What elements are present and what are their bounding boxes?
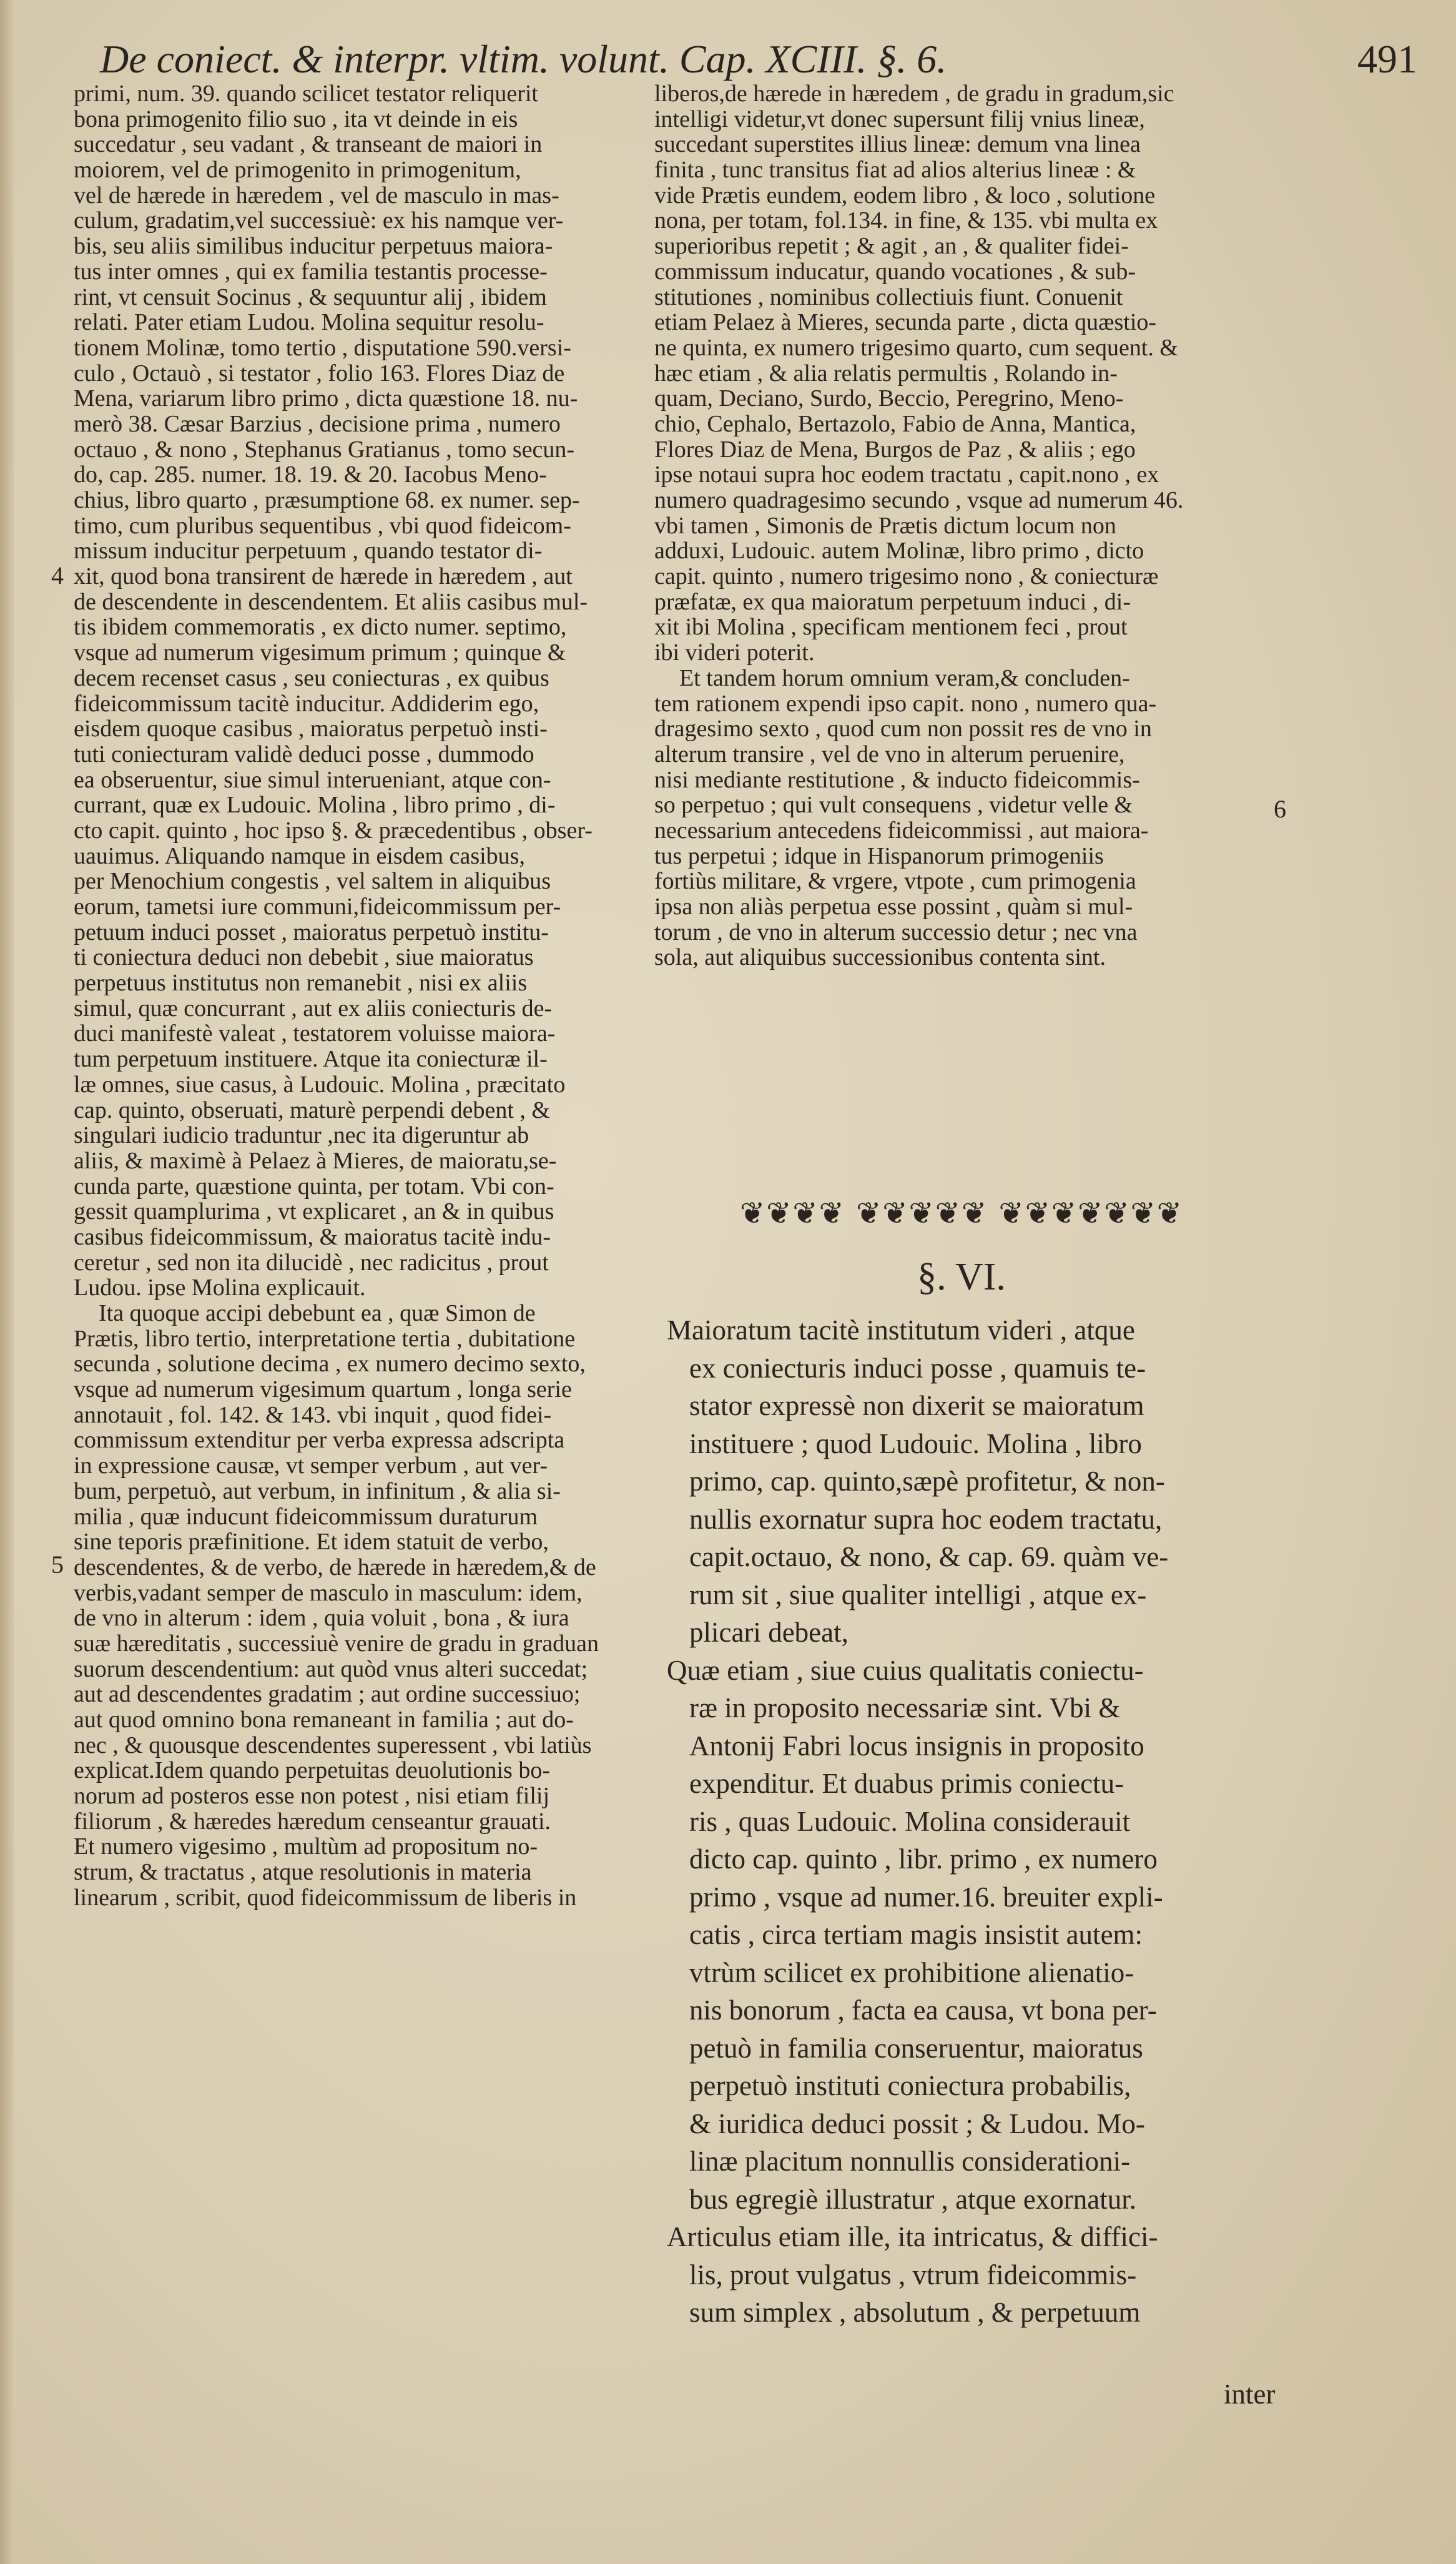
text-line: dragesimo sexto , quod cum non possit res de vno in bbox=[654, 716, 1152, 742]
text-line: relati. Pater etiam Ludou. Molina sequitur resolu- bbox=[74, 310, 544, 335]
text-line: chius, libro quarto , præsumptione 68. ex numer. sep- bbox=[74, 488, 580, 513]
margin-note-4: 4 bbox=[51, 561, 64, 589]
summary-line: ris , quas Ludouic. Molina considerauit bbox=[689, 1805, 1131, 1837]
text-line: bum, perpetuò, aut verbum, in infinitum , & alia si- bbox=[74, 1478, 561, 1504]
summary-line: Antonij Fabri locus insignis in proposito bbox=[689, 1730, 1144, 1762]
summary-line: bus egregiè illustratur , atque exornatur. bbox=[689, 2183, 1137, 2215]
text-line: norum ad posteros esse non potest , nisi etiam filij bbox=[74, 1783, 550, 1809]
summary-line: vtrùm scilicet ex prohibitione alienatio- bbox=[689, 1956, 1134, 1988]
running-title: De coniect. & interpr. vltim. volunt. Cap. XCIII. §. 6. bbox=[100, 37, 947, 81]
text-line: primi, num. 39. quando scilicet testator reliquerit bbox=[74, 81, 538, 107]
text-line: nisi mediante restitutione , & inducto fideicommis- bbox=[654, 767, 1140, 793]
text-line: culo , Octauò , si testator , folio 163. Flores Diaz de bbox=[74, 360, 565, 387]
text-line: Ludou. ipse Molina explicauit. bbox=[74, 1275, 366, 1301]
text-line: xit ibi Molina , specificam mentionem feci , prout bbox=[654, 614, 1128, 641]
text-line: Et numero vigesimo , multùm ad propositum no- bbox=[74, 1834, 538, 1860]
summary-line: plicari debeat, bbox=[689, 1617, 849, 1648]
text-line: do, cap. 285. numer. 18. 19. & 20. Iacobus Meno- bbox=[74, 462, 547, 488]
text-line: torum , de vno in alterum successio detur ; nec vna bbox=[654, 919, 1138, 945]
text-line: fortiùs militare, & vrgere, vtpote , cum primogenia bbox=[654, 869, 1136, 894]
text-line: tis ibidem commemoratis , ex dicto numer. septimo, bbox=[74, 614, 567, 641]
summary-line: ræ in proposito necessariæ sint. Vbi & bbox=[689, 1692, 1121, 1723]
text-line: currant, quæ ex Ludouic. Molina , libro primo , di- bbox=[74, 792, 556, 818]
summary-line: perpetuò instituti coniectura probabilis, bbox=[689, 2070, 1131, 2101]
margin-note-6: 6 bbox=[1274, 795, 1286, 823]
summary-line: & iuridica deduci possit ; & Ludou. Mo- bbox=[689, 2108, 1145, 2139]
text-line: moiorem, vel de primogenito in primogenitum, bbox=[74, 157, 521, 183]
text-line: bis, seu aliis similibus inducitur perpetuus maiora- bbox=[74, 234, 553, 259]
text-line: aut quod omnino bona remaneant in familia ; aut do- bbox=[74, 1707, 574, 1733]
text-line: in expressione causæ, vt semper verbum , aut ver- bbox=[74, 1453, 548, 1479]
summary-line: Articulus etiam ille, ita intricatus, & diffici- bbox=[667, 2221, 1158, 2252]
text-line: ibi videri poterit. bbox=[654, 640, 815, 666]
text-line: cto capit. quinto , hoc ipso §. & præcedentibus , obser- bbox=[74, 817, 593, 844]
text-line: singulari iudicio traduntur ,nec ita digeruntur ab bbox=[74, 1123, 529, 1148]
text-line: læ omnes, siue casus, à Ludouic. Molina , præcitato bbox=[74, 1072, 566, 1098]
text-line: vide Prætis eundem, eodem libro , & loco , solutione bbox=[654, 182, 1156, 209]
text-line: superioribus repetit ; & agit , an , & qualiter fidei- bbox=[654, 234, 1129, 259]
summary-line: catis , circa tertiam magis insistit autem: bbox=[689, 1919, 1143, 1950]
summary-line: primo, cap. quinto,sæpè profitetur, & non- bbox=[689, 1466, 1165, 1497]
text-line: aliis, & maximè à Pelaez à Mieres, de maioratu,se- bbox=[74, 1148, 557, 1174]
text-line: Prætis, libro tertio, interpretatione tertia , dubitatione bbox=[74, 1326, 576, 1352]
text-line: numero quadragesimo secundo , vsque ad numerum 46. bbox=[654, 488, 1184, 513]
text-line: tum perpetuum instituere. Atque ita coniecturæ il- bbox=[74, 1047, 548, 1072]
page-number: 491 bbox=[1357, 37, 1417, 81]
text-line: descendentes, & de verbo, de hærede in hæredem,& de bbox=[74, 1554, 596, 1580]
text-line: ea obseruentur, siue simul interueniant, atque con- bbox=[74, 767, 551, 793]
summary-line: nullis exornatur supra hoc eodem tractatu, bbox=[689, 1503, 1163, 1535]
summary-line: expenditur. Et duabus primis coniectu- bbox=[689, 1768, 1124, 1799]
text-line: de descendente in descendentem. Et aliis casibus mul- bbox=[74, 589, 588, 615]
text-line: Ita quoque accipi debebunt ea , quæ Simon de bbox=[99, 1301, 536, 1326]
right-text-column bbox=[654, 81, 1266, 970]
text-line: ceretur , sed non ita dilucidè , nec radicitus , prout bbox=[74, 1250, 549, 1276]
text-line: casibus fideicommissum, & maioratus tacitè indu- bbox=[74, 1224, 551, 1250]
text-line: fideicommissum tacitè inducitur. Addiderim ego, bbox=[74, 691, 539, 717]
text-line: etiam Pelaez à Mieres, secunda parte , dicta quæstio- bbox=[654, 310, 1157, 335]
text-line: tuti coniecturam validè deduci posse , dummodo bbox=[74, 741, 534, 767]
summary-line: primo , vsque ad numer.16. breuiter expli- bbox=[689, 1881, 1163, 1913]
text-line: aut ad descendentes gradatim ; aut ordine successiuo; bbox=[74, 1682, 581, 1707]
text-line: milia , quæ inducunt fideicommissum duraturum bbox=[74, 1504, 538, 1530]
section-summary bbox=[667, 1311, 1266, 2332]
summary-line: nis bonorum , facta ea causa, vt bona per- bbox=[689, 1994, 1157, 2026]
text-line: filiorum , & hæredes hæredum censeantur grauati. bbox=[74, 1808, 551, 1835]
text-line: merò 38. Cæsar Barzius , decisione prima , numero bbox=[74, 411, 561, 437]
text-line: linearum , scribit, quod fideicommissum de liberis in bbox=[74, 1885, 577, 1911]
text-line: eorum, tametsi iure communi,fideicommissum per- bbox=[74, 894, 561, 920]
summary-line: petuò in familia conseruentur, maioratus bbox=[689, 2032, 1143, 2064]
summary-line: dicto cap. quinto , libr. primo , ex numero bbox=[689, 1843, 1158, 1875]
text-line: simul, quæ concurrant , aut ex aliis coniecturis de- bbox=[74, 995, 553, 1022]
summary-line: linæ placitum nonnullis considerationi- bbox=[689, 2146, 1131, 2177]
text-line: missum inducitur perpetuum , quando testator di- bbox=[74, 538, 543, 565]
text-line: stitutiones , nominibus collectiuis fiunt. Conuenit bbox=[654, 284, 1123, 310]
text-line: cunda parte, quæstione quinta, per totam. Vbi con- bbox=[74, 1173, 554, 1200]
summary-line: instituere ; quod Ludouic. Molina , libro bbox=[689, 1427, 1142, 1459]
text-line: ti coniectura deduci non debebit , siue maioratus bbox=[74, 945, 534, 971]
text-line: hæc etiam , & alia relatis permultis , Rolando in- bbox=[654, 360, 1118, 387]
text-line: tem rationem expendi ipso capit. nono , numero qua- bbox=[654, 691, 1157, 717]
text-line: vbi tamen , Simonis de Prætis dictum locum non bbox=[654, 513, 1116, 539]
text-line: culum, gradatim,vel successiuè: ex his namque ver- bbox=[74, 208, 564, 234]
text-line: secunda , solutione decima , ex numero decimo sexto, bbox=[74, 1351, 586, 1378]
text-line: succedatur , seu vadant , & transeant de maiori in bbox=[74, 132, 543, 158]
catchword: inter bbox=[1224, 2379, 1276, 2410]
text-line: necessarium antecedens fideicommissi , aut maiora- bbox=[654, 817, 1149, 844]
text-line: quam, Deciano, Surdo, Beccio, Peregrino, Meno- bbox=[654, 386, 1124, 412]
summary-line: Quæ etiam , siue cuius qualitatis coniectu- bbox=[667, 1654, 1144, 1686]
text-line: explicat.Idem quando perpetuitas deuolutionis bo- bbox=[74, 1758, 550, 1784]
summary-line: rum sit , siue qualiter intelligi , atque ex- bbox=[689, 1579, 1147, 1610]
text-line: capit. quinto , numero trigesimo nono , & coniecturæ bbox=[654, 564, 1159, 589]
text-line: vsque ad numerum vigesimum quartum , longa serie bbox=[74, 1377, 572, 1403]
summary-line: sum simplex , absolutum , & perpetuum bbox=[689, 2297, 1141, 2328]
text-line: per Menochium congestis , vel saltem in aliquibus bbox=[74, 869, 551, 894]
page-binding-edge bbox=[0, 0, 14, 2564]
summary-line: capit.octauo, & nono, & cap. 69. quàm ve- bbox=[689, 1541, 1169, 1572]
text-line: vsque ad numerum vigesimum primum ; quinque & bbox=[74, 640, 566, 666]
text-line: præfatæ, ex qua maioratum perpetuum induci , di- bbox=[654, 589, 1131, 615]
summary-line: Maioratum tacitè institutum videri , atque bbox=[667, 1314, 1135, 1346]
text-line: commissum inducatur, quando vocationes , & sub- bbox=[654, 259, 1136, 285]
text-line: cap. quinto, obseruati, maturè perpendi debent , & bbox=[74, 1097, 550, 1123]
text-line: annotauit , fol. 142. & 143. vbi inquit , quod fidei- bbox=[74, 1402, 552, 1428]
text-line: nona, per totam, fol.134. in fine, & 135. vbi multa ex bbox=[654, 208, 1158, 234]
text-line: liberos,de hærede in hæredem , de gradu in gradum,sic bbox=[654, 81, 1174, 107]
text-line: rint, vt censuit Socinus , & sequuntur alij , ibidem bbox=[74, 284, 547, 310]
text-line: sola, aut aliquibus successionibus contenta sint. bbox=[654, 945, 1106, 971]
text-line: strum, & tractatus , atque resolutionis in materia bbox=[74, 1860, 532, 1885]
text-line: finita , tunc transitus fiat ad alios alterius lineæ : & bbox=[654, 157, 1136, 183]
text-line: tionem Molinæ, tomo tertio , disputatione 590.versi- bbox=[74, 335, 571, 361]
text-line: uauimus. Aliquando namque in eisdem casibus, bbox=[74, 843, 525, 869]
text-line: Mena, variarum libro primo , dicta quæstione 18. nu- bbox=[74, 386, 578, 412]
text-line: xit, quod bona transirent de hærede in hæredem , aut bbox=[74, 564, 573, 589]
text-line: alterum transire , vel de vno in alterum peruenire, bbox=[654, 741, 1125, 767]
text-line: so perpetuo ; qui vult consequens , videtur velle & bbox=[654, 792, 1133, 818]
text-line: bona primogenito filio suo , ita vt deinde in eis bbox=[74, 106, 518, 132]
text-line: duci manifestè valeat , testatorem voluisse maiora- bbox=[74, 1021, 556, 1047]
text-line: decem recenset casus , seu coniecturas , ex quibus bbox=[74, 665, 549, 691]
summary-line: lis, prout vulgatus , vtrum fideicommis- bbox=[689, 2259, 1137, 2290]
text-line: Et tandem horum omnium veram,& concluden- bbox=[679, 665, 1130, 691]
text-line: timo, cum pluribus sequentibus , vbi quod fideicom- bbox=[74, 513, 571, 539]
text-line: chio, Cephalo, Bertazolo, Fabio de Anna, Mantica, bbox=[654, 411, 1136, 437]
text-line: vel de hærede in hæredem , vel de masculo in mas- bbox=[74, 182, 559, 209]
text-line: ne quinta, ex numero trigesimo quarto, cum sequent. & bbox=[654, 335, 1178, 361]
text-line: nec , & quousque descendentes superessent , vbi latiùs bbox=[74, 1732, 592, 1758]
text-line: eisdem quoque casibus , maioratus perpetuò insti- bbox=[74, 716, 548, 742]
text-line: ipse notaui supra hoc eodem tractatu , capit.nono , ex bbox=[654, 462, 1159, 488]
summary-line: ex coniecturis induci posse , quamuis te- bbox=[689, 1352, 1146, 1384]
text-line: petuum induci posset , maioratus perpetuò institu- bbox=[74, 919, 549, 945]
summary-line: stator expressè non dixerit se maioratum bbox=[689, 1390, 1144, 1421]
ornament-divider: ❦❦❦❦ ❦❦❦❦❦ ❦❦❦❦❦❦❦ bbox=[739, 1196, 1183, 1231]
text-line: de vno in alterum : idem , quia voluit , bona , & iura bbox=[74, 1605, 569, 1631]
text-line: suæ hæreditatis , successiuè venire de gradu in graduan bbox=[74, 1630, 599, 1657]
text-line: sine teporis præfinitione. Et idem statuit de verbo, bbox=[74, 1529, 549, 1555]
text-line: gessit quamplurima , vt explicaret , an & in quibus bbox=[74, 1199, 554, 1225]
left-text-column bbox=[74, 81, 648, 1911]
margin-note-5: 5 bbox=[51, 1551, 64, 1579]
text-line: suorum descendentium: aut quòd vnus alteri succedat; bbox=[74, 1656, 588, 1682]
text-line: intelligi videtur,vt donec supersunt filij vnius lineæ, bbox=[654, 106, 1145, 132]
text-line: tus perpetui ; idque in Hispanorum primogeniis bbox=[654, 843, 1104, 869]
text-line: tus inter omnes , qui ex familia testantis processe- bbox=[74, 259, 548, 285]
text-line: verbis,vadant semper de masculo in masculum: idem, bbox=[74, 1580, 583, 1606]
text-line: ipsa non aliàs perpetua esse possint , quàm si mul- bbox=[654, 894, 1133, 920]
text-line: commissum extenditur per verba expressa adscripta bbox=[74, 1427, 565, 1454]
text-line: perpetuus institutus non remanebit , nisi ex aliis bbox=[74, 970, 528, 996]
text-line: succedant superstites illius lineæ: demum vna linea bbox=[654, 132, 1141, 158]
text-line: Flores Diaz de Mena, Burgos de Paz , & aliis ; ego bbox=[654, 436, 1136, 463]
section-heading: §. VI. bbox=[917, 1256, 1006, 1298]
text-line: octauo , & nono , Stephanus Gratianus , tomo secun- bbox=[74, 436, 575, 463]
text-line: adduxi, Ludouic. autem Molinæ, libro primo , dicto bbox=[654, 538, 1144, 565]
